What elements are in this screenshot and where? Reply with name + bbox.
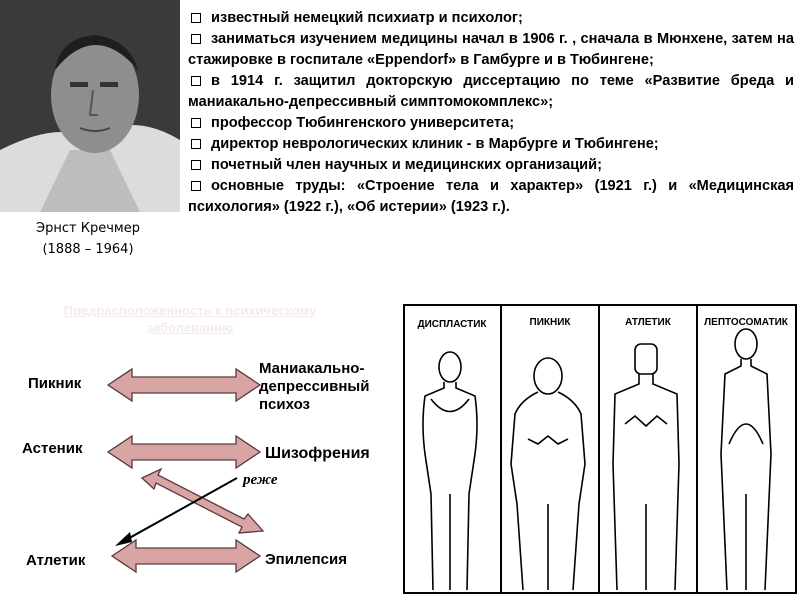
label-schizophrenia: Шизофрения bbox=[265, 445, 370, 462]
arrow-astenik-schizophrenia bbox=[108, 436, 260, 468]
label-mdp: Маниакально-депрессивный психоз bbox=[259, 360, 370, 413]
type-label-leptosomatic: ЛЕПТОСОМАТИК bbox=[704, 317, 788, 328]
body-types-figure bbox=[403, 304, 797, 594]
label-astenik: Астеник bbox=[22, 440, 83, 457]
label-epilepsy: Эпилепсия bbox=[265, 551, 348, 568]
bio-item: профессор Тюбингенского университета; bbox=[188, 113, 794, 134]
bio-item: известный немецкий психиатр и психолог; bbox=[188, 8, 794, 29]
arrow-athletic-epilepsy bbox=[112, 540, 260, 572]
caption-name: Эрнст Кречмер bbox=[36, 221, 140, 236]
bio-item: почетный член научных и медицинских организаций; bbox=[188, 155, 794, 176]
scheme-title: Предрасположенность к психическому заболеванию bbox=[63, 303, 317, 335]
bio-item: в 1914 г. защитил докторскую диссертацию по теме «Развитие бреда и маниакально-депрессивный симптомокомплекс»; bbox=[188, 73, 794, 110]
bio-item: директор неврологических клиник - в Марбурге и Тюбингене; bbox=[188, 134, 794, 155]
label-piknik: Пикник bbox=[28, 375, 82, 392]
arrow-piknik-mdp bbox=[108, 369, 260, 401]
type-label-pyknic: ПИКНИК bbox=[529, 317, 571, 328]
label-athletic: Атлетик bbox=[26, 552, 86, 569]
label-rare: реже bbox=[243, 472, 278, 488]
bio-item: заниматься изучением медицины начал в 1906 г. , сначала в Мюнхене, затем на стажировке в госпитале «Eppendorf» в Гамбурге и в Тюбингене; bbox=[188, 31, 794, 68]
type-label-athletic: АТЛЕТИК bbox=[625, 317, 671, 328]
type-label-dysplastic: ДИСПЛАСТИК bbox=[417, 319, 487, 330]
bio-item: основные труды: «Строение тела и характер» (1921 г.) и «Медицинская психология» (1922 г.), «Об истерии» (1923 г.). bbox=[188, 178, 794, 215]
caption-years: (1888 – 1964) bbox=[42, 242, 134, 257]
